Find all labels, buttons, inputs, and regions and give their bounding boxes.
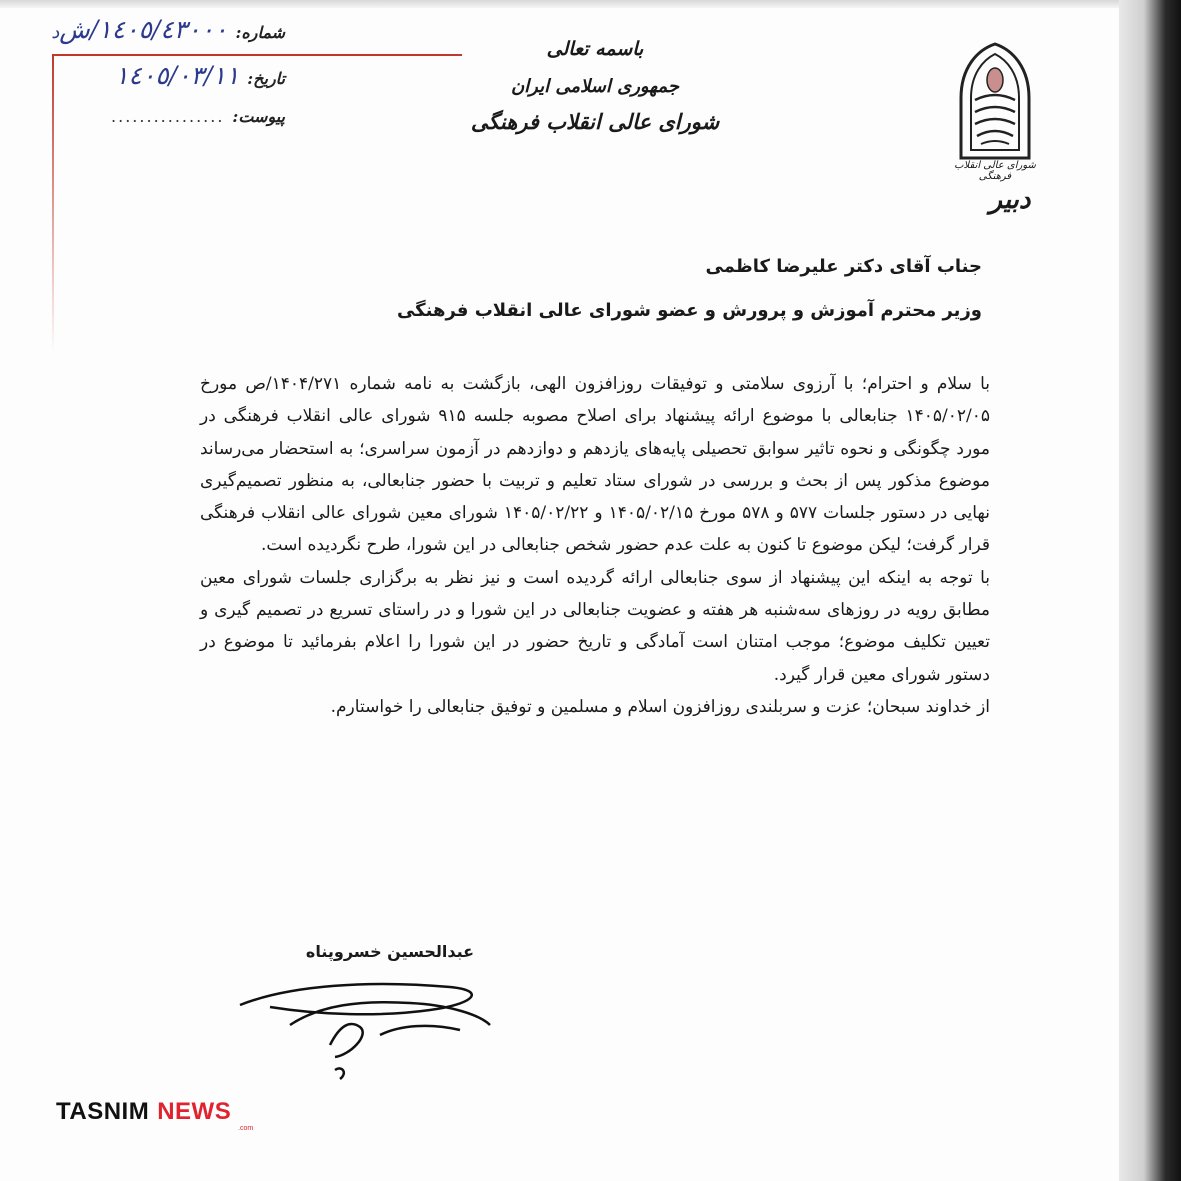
secretary-label: دبیر <box>989 185 1031 215</box>
logo-text-news: NEWS <box>157 1098 232 1125</box>
letter-attachment-value: ................ <box>111 107 225 126</box>
body-paragraph-3: از خداوند سبحان؛ عزت و سربلندی روزافزون اسلام و مسلمین و توفیق جنابعالی را خواستارم. <box>330 696 990 717</box>
tasnim-news-logo <box>56 1098 231 1126</box>
body-paragraph-1: با سلام و احترام؛ با آرزوی سلامتی و توفیقات روزافزون الهی، بازگشت به نامه شماره ۱۴۰۴/۲۷۱/ص مورخ ۱۴۰۵/۰۲/۰۵ جنابعالی با موضوع ارائه پیشنهاد برای اصلاح مصوبه جلسه ۹۱۵ شورای عالی انقلاب فرهنگی در مورد چگونگی و نحوه تاثیر سوابق تحصیلی پایه‌های یازدهم و دوازدهم در آزمون سراسری؛ به استحضار می‌رساند موضوع مذکور پس از بحث و بررسی در شورای ستاد تعلیم و تربیت با حضور جنابعالی، به منظور تصمیم‌گیری نهایی در دستور جلسات ۵۷۷ و ۵۷۸ مورخ ۱۴۰۵/۰۲/۱۵ و ۱۴۰۵/۰۲/۲۲ شورای معین شورای عالی انقلاب فرهنگی قرار گرفت؛ لیکن موضوع تا کنون به علت عدم حضور شخص جنابعالی در این شورا، طرح نگردیده است. <box>200 374 990 556</box>
letter-date-value: ١٤٠٥/٠٣/١١ <box>114 61 240 90</box>
emblem-caption: شورای عالی انقلاب فرهنگی <box>954 160 1036 182</box>
letterhead <box>470 38 720 134</box>
bismillah: باسمه تعالی <box>546 38 644 60</box>
letter-number-row <box>51 15 285 61</box>
republic-title: جمهوری اسلامی ایران <box>510 76 680 97</box>
letter-attachment-row <box>60 107 285 153</box>
letter-date-row <box>60 61 285 107</box>
addressee-name: جناب آقای دکتر علیرضا کاظمی <box>705 256 982 277</box>
logo-domain: .com <box>238 1125 254 1132</box>
addressee-title: وزیر محترم آموزش و پرورش و عضو شورای عالی انقلاب فرهنگی <box>396 300 982 321</box>
signer-name: عبدالحسین خسروپناه <box>305 942 475 961</box>
body-paragraph-2: با توجه به اینکه این پیشنهاد از سوی جنابعالی ارائه گردیده است و نیز نظر به برگزاری جلسات شورای معین مطابق رویه در روزهای سه‌شنبه هر هفته و عضویت جنابعالی در این شورا و در راستای تسریع در تصمیم گیری و تعیین تکلیف موضوع؛ موجب امتنان است آمادگی و تاریخ حضور در این شورا را اعلام بفرمائید تا موضوع در دستور شورای معین قرار گیرد. <box>200 567 990 685</box>
letter-number-label: شماره: <box>235 23 285 42</box>
scan-top-strip <box>0 0 1119 8</box>
letter-body <box>200 368 990 723</box>
letter-date-label: تاریخ: <box>247 69 285 88</box>
scan-shadow-edge <box>1119 0 1181 1181</box>
letter-meta <box>51 15 285 153</box>
red-frame-line-left <box>52 54 54 354</box>
letter-number-value: ١٤٠٥/٤٣٠٠٠/ش <box>59 15 228 44</box>
letter-attachment-label: پیوست: <box>232 107 285 126</box>
council-title: شورای عالی انقلاب فرهنگی <box>470 109 720 134</box>
logo-text-tasnim: TASNIM <box>56 1098 150 1125</box>
letter-number-note: د <box>51 22 60 43</box>
handwritten-signature <box>230 965 530 1085</box>
council-emblem-icon <box>955 40 1035 170</box>
addressee-block <box>382 245 982 333</box>
